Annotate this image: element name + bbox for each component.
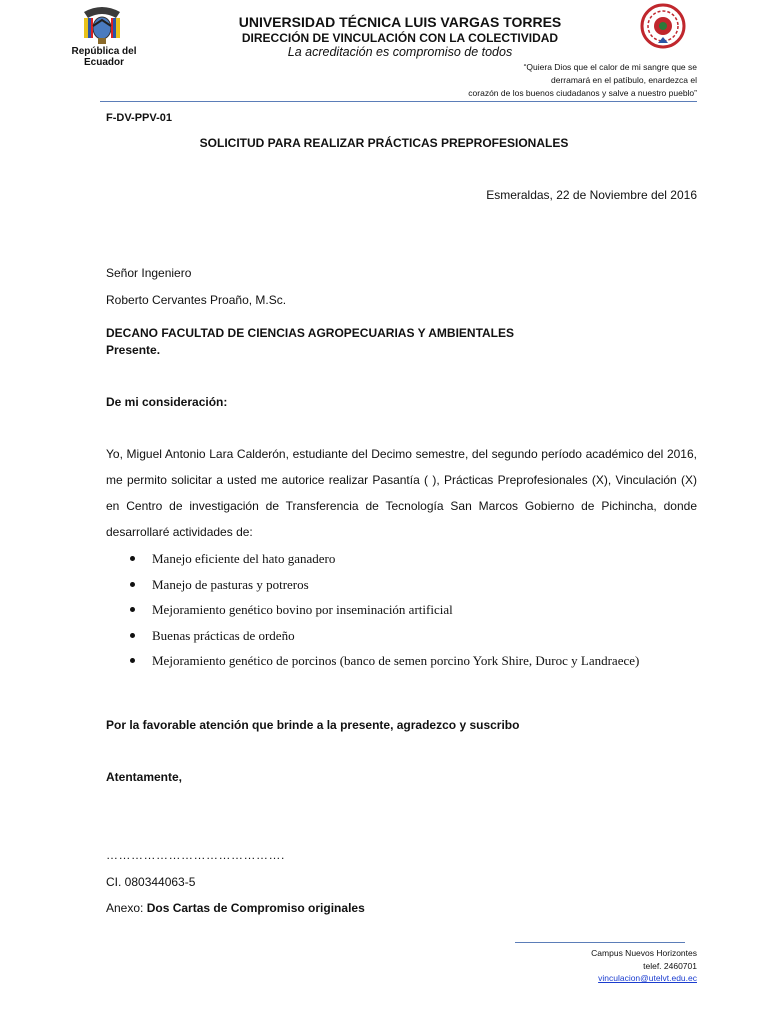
activity-text: Mejoramiento genético bovino por inseminación artificial	[152, 602, 453, 617]
recipient-name: Roberto Cervantes Proaño, M.Sc.	[106, 293, 287, 307]
quote-line: corazón de los buenos ciudadanos y salve a nuestro pueblo”	[468, 88, 697, 98]
footer-email	[500, 973, 697, 983]
list-item	[128, 549, 639, 575]
annex	[106, 901, 365, 915]
signature-line: …………………………………….	[106, 848, 285, 862]
header-divider	[100, 101, 697, 102]
activity-text: Buenas prácticas de ordeño	[152, 627, 295, 643]
activity-text: Manejo eficiente del hato ganadero	[152, 551, 336, 566]
annex-value: Dos Cartas de Compromiso originales	[143, 901, 365, 915]
quote-line: “Quiera Dios que el calor de mi sangre que se	[523, 62, 697, 72]
bullet-icon	[130, 582, 135, 587]
email-link[interactable]: vinculacion@utelvt.edu.ec	[598, 973, 697, 983]
footer-campus: Campus Nuevos Horizontes	[591, 948, 697, 958]
footer-divider	[515, 942, 685, 943]
salutation: Señor Ingeniero	[106, 266, 192, 280]
footer-phone: telef. 2460701	[643, 961, 697, 971]
list-item	[128, 575, 639, 601]
activity-text: Manejo de pasturas y potreros	[152, 576, 309, 592]
bullet-icon	[130, 633, 135, 638]
country-name: República del Ecuador	[71, 46, 137, 68]
recipient-position: DECANO FACULTAD DE CIENCIAS AGROPECUARIAS Y AMBIENTALES	[106, 326, 515, 340]
presente: Presente.	[106, 343, 161, 357]
list-item	[128, 626, 639, 652]
university-seal-icon	[640, 3, 686, 49]
ecuador-coat-of-arms-icon	[80, 4, 124, 46]
activities-list	[128, 549, 639, 677]
bullet-icon	[130, 658, 135, 663]
quote	[420, 61, 697, 100]
form-code: F-DV-PPV-01	[106, 112, 173, 124]
request-paragraph: Yo, Miguel Antonio Lara Calderón, estudiante del Decimo semestre, del segundo período académico del 2016, me permito solicitar a usted me autorice realizar Pasantía ( ), Prácticas Preprofesionales (X), Vinculación (X) en Centro de investigación de Transferencia de Tecnología San Marcos Gobierno de Pichincha, donde desarrollaré actividades de:	[106, 447, 697, 539]
bullet-icon	[130, 607, 135, 612]
document-date: Esmeraldas, 22 de Noviembre del 2016	[486, 188, 697, 202]
list-item	[128, 600, 639, 626]
document-title: SOLICITUD PARA REALIZAR PRÁCTICAS PREPROFESIONALES	[199, 136, 569, 150]
annex-label: Anexo:	[106, 901, 144, 915]
farewell: Atentamente,	[106, 770, 183, 784]
quote-line: derramará en el patíbulo, enardezca el	[550, 75, 697, 85]
activity-text: Mejoramiento genético de porcinos (banco de semen porcino York Shire, Duroc y Landraece)	[152, 653, 640, 668]
id-number: CI. 080344063-5	[106, 875, 196, 889]
closing-text: Por la favorable atención que brinde a la presente, agradezco y suscribo	[106, 718, 520, 732]
department-name: DIRECCIÓN DE VINCULACIÓN CON LA COLECTIVIDAD	[241, 31, 559, 45]
university-name: UNIVERSIDAD TÉCNICA LUIS VARGAS TORRES	[238, 14, 562, 30]
list-item	[128, 651, 639, 677]
motto: La acreditación es compromiso de todos	[287, 45, 513, 59]
greeting: De mi consideración:	[106, 395, 228, 409]
bullet-icon	[130, 556, 135, 561]
